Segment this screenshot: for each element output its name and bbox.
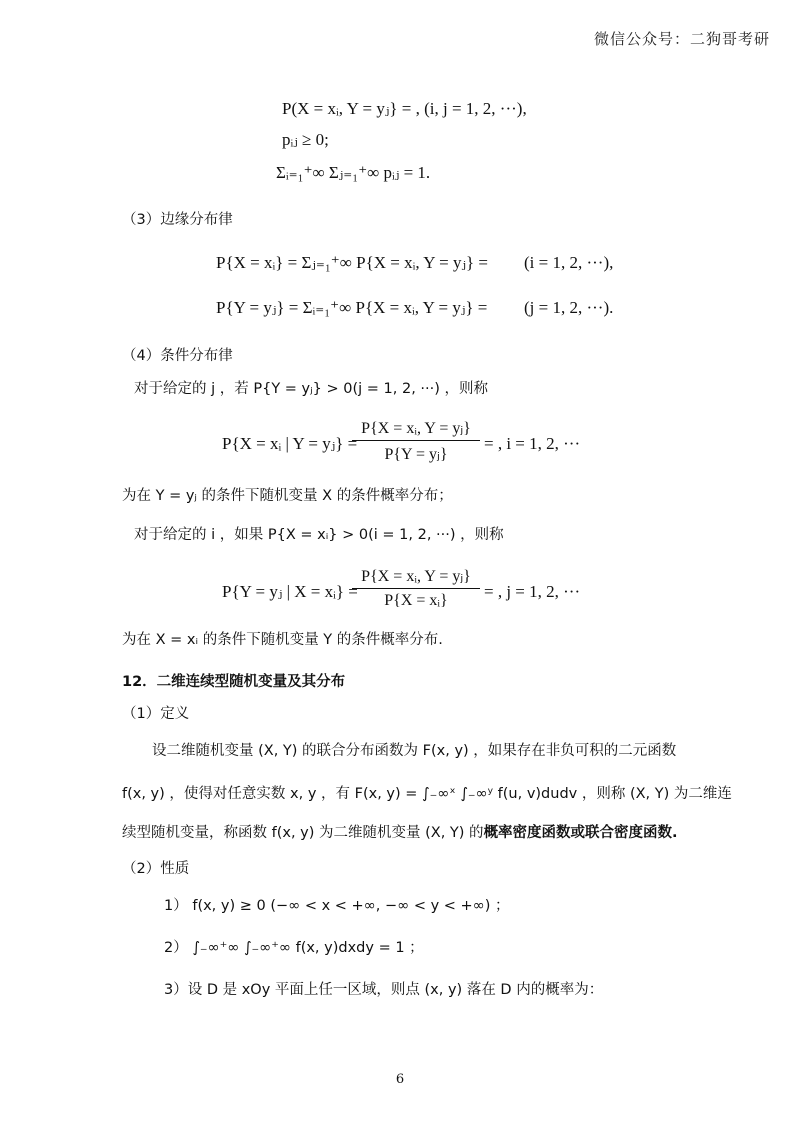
conditional-text-1: 对于给定的 j ，若 P{Y = yⱼ} > 0(j = 1, 2, ···) ，则称 [134,381,489,397]
header-text: 微信公众号：二狗哥考研 [593,30,770,48]
conditional-1-denominator: P{Y = yⱼ} [384,446,448,463]
definition-paragraph-3a: 续型随机变量，称函数 f(x, y) 为二维随机变量 (X, Y) 的 [122,825,484,841]
conditional-2-rhs: = , j = 1, 2, ··· [484,582,581,601]
definition-paragraph-3b: 概率密度函数或联合密度函数. [483,825,678,841]
pmf-normalization: Σᵢ₌₁⁺∞ Σⱼ₌₁⁺∞ pᵢⱼ = 1. [276,163,431,182]
conditional-2-lhs: P{Y = yⱼ | X = xᵢ} = [222,582,358,601]
conditional-1-fraction [352,418,480,464]
marginal-y-range: (j = 1, 2, ···). [524,298,614,317]
section-definition: （1）定义 [122,706,190,722]
definition-paragraph-3 [122,823,678,843]
page-number: 6 [395,1072,405,1087]
conditional-text-3: 对于给定的 i ，如果 P{X = xᵢ} > 0(i = 1, 2, ···) ，则称 [134,527,504,543]
conditional-2-numerator: P{X = xᵢ, Y = yⱼ} [352,566,480,589]
property-3: 3）设 D 是 xOy 平面上任一区域，则点 (x, y) 落在 D 内的概率为： [164,982,604,998]
conditional-1-rhs: = , i = 1, 2, ··· [484,434,581,453]
pmf-definition: P(X = xᵢ, Y = yⱼ} = , (i, j = 1, 2, ···), [282,99,527,118]
section-properties: （2）性质 [122,861,190,877]
conditional-2-denominator: P{X = xᵢ} [384,592,448,609]
conditional-2-fraction [352,566,480,610]
marginal-y: P{Y = yⱼ} = Σᵢ₌₁⁺∞ P{X = xᵢ, Y = yⱼ} = [216,298,488,317]
conditional-1-numerator: P{X = xᵢ, Y = yⱼ} [352,418,480,441]
marginal-x-range: (i = 1, 2, ···), [524,253,614,272]
section-marginal: （3）边缘分布律 [122,212,233,228]
definition-paragraph-1: 设二维随机变量 (X, Y) 的联合分布函数为 F(x, y) ，如果存在非负可积的二元函数 [152,743,677,759]
marginal-x: P{X = xᵢ} = Σⱼ₌₁⁺∞ P{X = xᵢ, Y = yⱼ} = [216,253,488,272]
pmf-nonnegative: pᵢⱼ ≥ 0; [282,130,329,149]
property-2: 2） ∫₋∞⁺∞ ∫₋∞⁺∞ f(x, y)dxdy = 1 ； [164,940,424,956]
conditional-text-2: 为在 Y = yⱼ 的条件下随机变量 X 的条件概率分布； [122,488,453,504]
section-conditional: （4）条件分布律 [122,348,233,364]
section-12-heading: 12．二维连续型随机变量及其分布 [122,674,346,690]
conditional-text-4: 为在 X = xᵢ 的条件下随机变量 Y 的条件概率分布. [122,632,443,648]
property-1: 1） f(x, y) ≥ 0 (−∞ < x < +∞, −∞ < y < +∞) ； [164,898,510,914]
definition-paragraph-2: f(x, y) ，使得对任意实数 x, y ，有 F(x, y) = ∫₋∞ˣ ∫₋∞ʸ f(u, v)dudv ，则称 (X, Y) 为二维连 [122,786,732,802]
conditional-1-lhs: P{X = xᵢ | Y = yⱼ} = [222,434,358,453]
